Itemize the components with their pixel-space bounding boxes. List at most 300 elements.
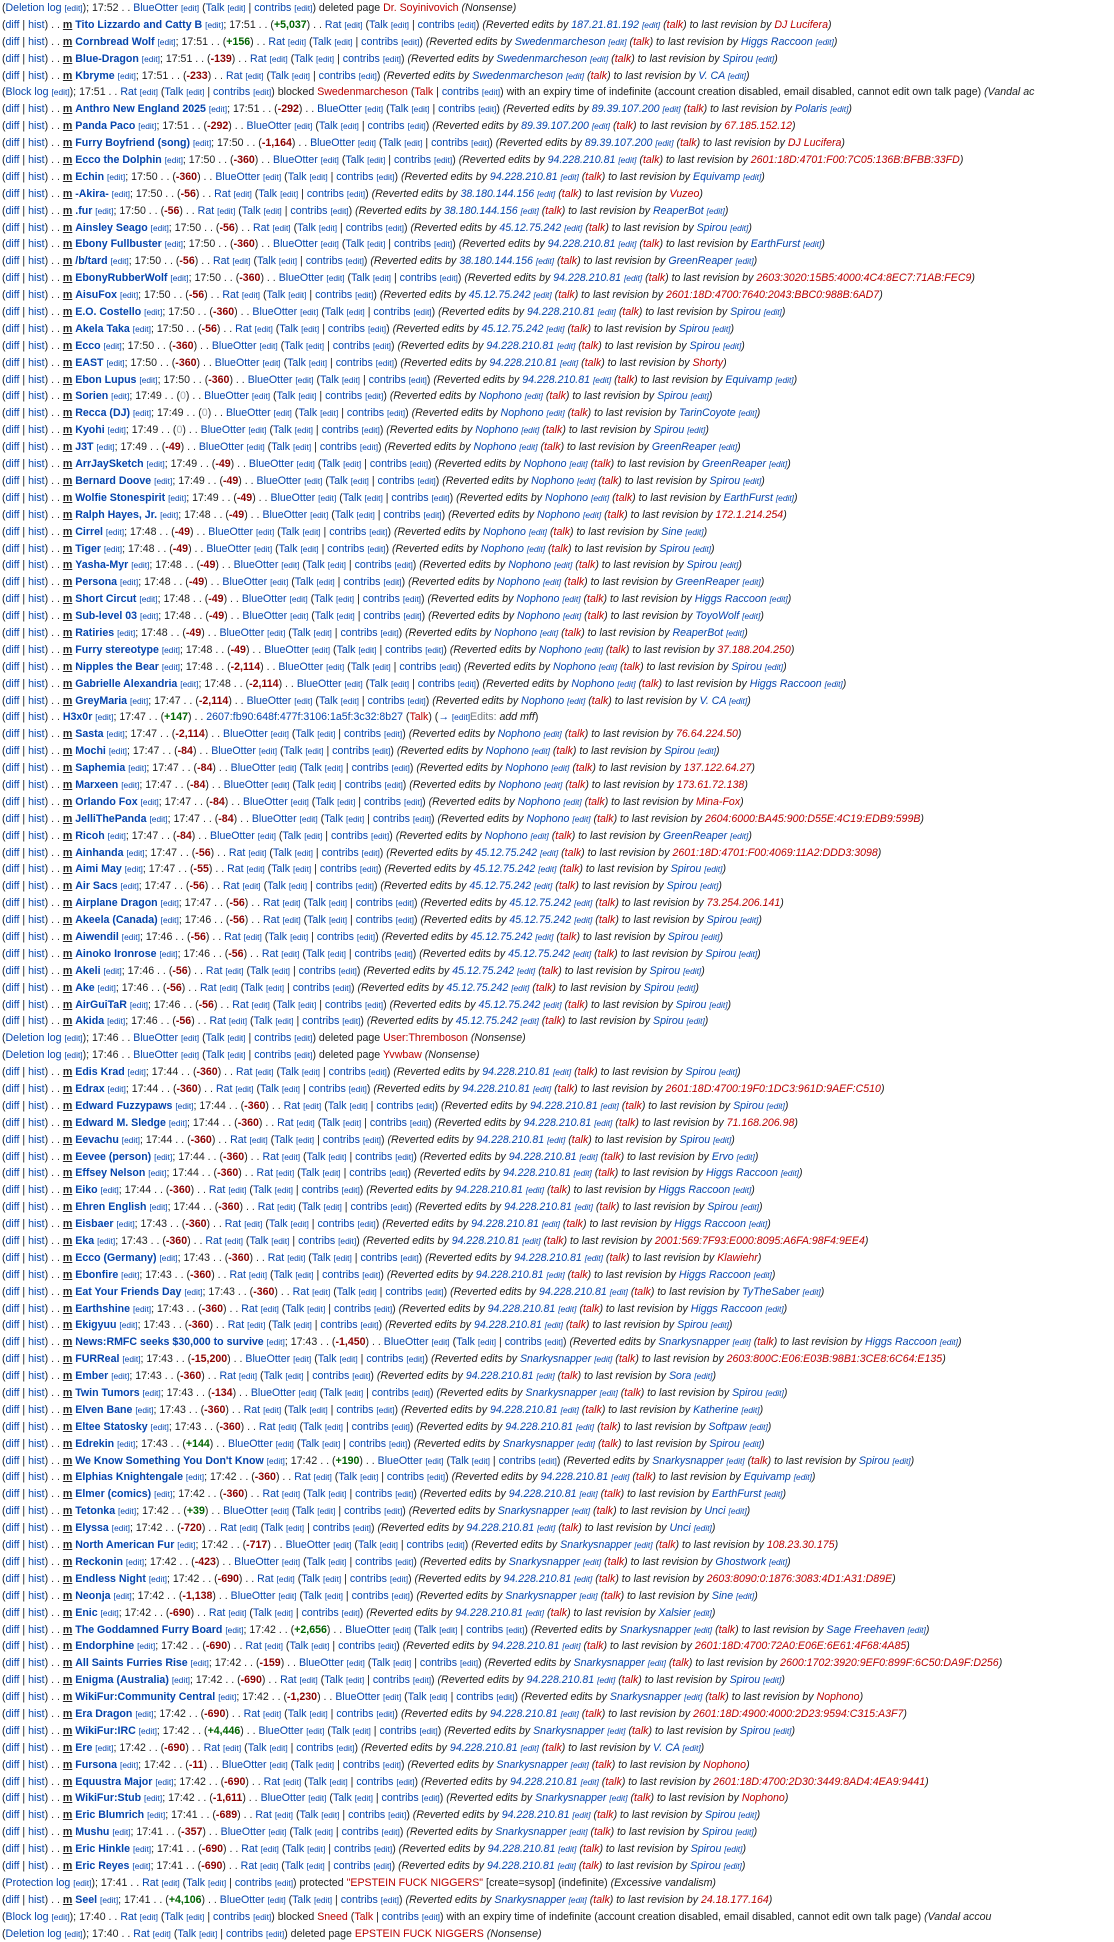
last-revision-user-link[interactable]: TarinCoyote [678, 407, 736, 420]
user-link[interactable]: Rat [222, 289, 239, 302]
hist-link[interactable]: hist [28, 1741, 45, 1754]
reverted-user-link[interactable]: Snarkysnapper [658, 1336, 730, 1349]
diff-link[interactable]: diff [5, 677, 20, 690]
reverted-user-link[interactable]: 94.228.210.81 [489, 356, 558, 369]
edit-link[interactable]: [edit] [97, 1236, 116, 1247]
diff-link[interactable]: diff [5, 154, 20, 167]
edit-link[interactable]: [edit] [361, 847, 380, 858]
edit-link[interactable]: [edit] [600, 1100, 619, 1111]
contribs-link[interactable]: contribs [301, 1606, 339, 1619]
last-revision-user-link[interactable]: Spirou [732, 1387, 763, 1400]
diff-link[interactable]: diff [5, 1775, 20, 1788]
edit-link[interactable]: [edit] [129, 999, 148, 1010]
reverted-user-link[interactable]: 94.228.210.81 [553, 272, 622, 285]
diff-link[interactable]: diff [5, 947, 20, 960]
edit-link[interactable]: [edit] [384, 1506, 403, 1517]
user-link[interactable]: Rat [235, 322, 252, 335]
edit-link[interactable]: [edit] [376, 1404, 395, 1415]
page-link[interactable]: Eric Reyes [75, 1859, 130, 1872]
user-link[interactable]: BlueOtter [245, 1353, 291, 1366]
talk-link[interactable]: talk [635, 1471, 653, 1484]
edit-link[interactable]: [edit] [362, 1269, 381, 1280]
edit-link[interactable]: [edit] [609, 1286, 628, 1297]
page-link[interactable]: The Goddamned Furry Board [75, 1623, 223, 1636]
edit-link[interactable]: [edit] [64, 1033, 83, 1044]
edit-link[interactable]: [edit] [536, 1371, 555, 1382]
page-link[interactable]: Ere [75, 1741, 93, 1754]
user-link[interactable]: BlueOtter [214, 356, 260, 369]
diff-link[interactable]: diff [5, 120, 20, 133]
diff-link[interactable]: diff [5, 238, 20, 251]
reverted-user-link[interactable]: Nophono [484, 829, 528, 842]
contribs-link[interactable]: contribs [466, 1623, 504, 1636]
diff-link[interactable]: diff [5, 390, 20, 403]
talk-link[interactable]: Talk [280, 1066, 299, 1079]
talk-link[interactable]: Talk [305, 559, 325, 572]
edit-link[interactable]: [edit] [392, 1624, 412, 1635]
contribs-link[interactable]: contribs [331, 829, 369, 842]
talk-link[interactable]: talk [571, 407, 588, 420]
talk-link[interactable]: Talk [389, 103, 409, 116]
talk-link[interactable]: talk [597, 812, 614, 825]
edit-link[interactable]: [edit] [330, 205, 349, 216]
last-revision-user-link[interactable]: EarthFurst [750, 238, 801, 251]
edit-link[interactable]: [edit] [579, 1489, 598, 1500]
reverted-user-link[interactable]: 94.228.210.81 [547, 154, 616, 167]
edit-link[interactable]: [edit] [121, 779, 140, 790]
hist-link[interactable]: hist [28, 18, 45, 31]
hist-link[interactable]: hist [28, 1099, 45, 1112]
reverted-user-link[interactable]: Swedenmarcheson [496, 52, 588, 65]
talk-link[interactable]: Talk [271, 1319, 291, 1332]
edit-link[interactable]: [edit] [294, 1033, 313, 1044]
edit-link[interactable]: [edit] [686, 1016, 705, 1027]
hist-link[interactable]: hist [28, 610, 45, 623]
reverted-user-link[interactable]: Nophono [497, 728, 541, 741]
edit-link[interactable]: [edit] [457, 678, 476, 689]
reverted-user-link[interactable]: Nophono [517, 795, 561, 808]
edit-link[interactable]: [edit] [318, 492, 337, 503]
talk-link[interactable]: Talk [345, 238, 365, 251]
edit-link[interactable]: [edit] [618, 239, 637, 250]
reverted-user-link[interactable]: 94.228.210.81 [487, 1302, 556, 1315]
talk-link[interactable]: Talk [342, 491, 362, 504]
talk-link[interactable]: Talk [280, 525, 300, 538]
edit-link[interactable]: [edit] [372, 661, 391, 672]
edit-link[interactable]: [edit] [451, 712, 471, 723]
edit-link[interactable]: [edit] [568, 1894, 587, 1905]
hist-link[interactable]: hist [28, 1353, 45, 1366]
last-revision-user-link[interactable]: V. CA [699, 694, 727, 707]
diff-link[interactable]: diff [5, 1707, 20, 1720]
diff-link[interactable]: diff [5, 1893, 20, 1906]
edit-link[interactable]: [edit] [313, 627, 332, 638]
talk-link[interactable]: talk [581, 339, 599, 352]
last-revision-user-link[interactable]: 2603:8090:0:1876:3083:4D1:A31:D89E [706, 1572, 893, 1585]
edit-link[interactable]: [edit] [719, 442, 738, 453]
talk-link[interactable]: talk [550, 1606, 568, 1619]
edit-link[interactable]: [edit] [577, 475, 596, 486]
diff-link[interactable]: diff [5, 137, 20, 150]
edit-link[interactable]: [edit] [412, 1675, 432, 1686]
reverted-user-link[interactable]: 94.228.210.81 [462, 1083, 531, 1095]
last-revision-user-link[interactable]: Mina-Fox [695, 795, 741, 808]
talk-link[interactable]: talk [568, 728, 585, 741]
last-revision-user-link[interactable]: V. CA [698, 69, 725, 82]
user-link[interactable]: Rat [250, 52, 267, 65]
edit-link[interactable]: [edit] [150, 222, 169, 233]
edit-link[interactable]: [edit] [271, 779, 290, 790]
edit-link[interactable]: [edit] [159, 1252, 178, 1263]
talk-link[interactable]: Talk [357, 1539, 377, 1552]
edit-link[interactable]: [edit] [274, 1185, 293, 1196]
edit-link[interactable]: [edit] [677, 982, 696, 993]
edit-link[interactable]: [edit] [311, 1641, 330, 1652]
user-link[interactable]: BlueOtter [278, 660, 324, 673]
edit-link[interactable]: [edit] [338, 1236, 357, 1247]
edit-link[interactable]: [edit] [692, 543, 712, 554]
log-link[interactable]: Block log [5, 1910, 49, 1923]
diff-link[interactable]: diff [5, 711, 20, 724]
edit-link[interactable]: [edit] [121, 931, 140, 942]
page-link[interactable]: Short Circut [75, 593, 137, 606]
last-revision-user-link[interactable]: Spirou [664, 745, 695, 758]
page-link[interactable]: Mushu [75, 1826, 110, 1839]
hist-link[interactable]: hist [28, 1809, 45, 1822]
page-link[interactable]: ArrJaySketch [75, 458, 144, 471]
page-link[interactable]: Akida [75, 1015, 105, 1028]
hist-link[interactable]: hist [28, 1235, 45, 1248]
edit-link[interactable]: [edit] [395, 915, 414, 926]
edit-link[interactable]: [edit] [274, 1607, 293, 1618]
contribs-link[interactable]: contribs [349, 1167, 387, 1180]
edit-link[interactable]: [edit] [425, 1286, 444, 1297]
edit-link[interactable]: [edit] [269, 1759, 288, 1770]
last-revision-user-link[interactable]: Sine [711, 1589, 734, 1602]
edit-link[interactable]: [edit] [266, 1455, 285, 1466]
reverted-user-link[interactable]: Nophono [537, 508, 581, 521]
diff-link[interactable]: diff [5, 660, 20, 673]
talk-link[interactable]: Talk [369, 677, 389, 690]
edit-link[interactable]: [edit] [892, 1455, 911, 1466]
reverted-user-link[interactable]: Nophono [516, 593, 560, 606]
edit-link[interactable]: [edit] [103, 543, 123, 554]
contribs-link[interactable]: contribs [419, 1657, 457, 1670]
edit-link[interactable]: [edit] [154, 1151, 173, 1162]
edit-link[interactable]: [edit] [647, 1658, 666, 1669]
last-revision-user-link[interactable]: Spirou [685, 1066, 717, 1079]
diff-link[interactable]: diff [5, 458, 20, 471]
talk-link[interactable]: talk [559, 930, 577, 943]
edit-link[interactable]: [edit] [128, 763, 147, 774]
user-link[interactable]: BlueOtter [264, 643, 309, 656]
edit-link[interactable]: [edit] [394, 948, 413, 959]
last-revision-user-link[interactable]: Spirou [653, 424, 685, 437]
edit-link[interactable]: [edit] [402, 594, 421, 605]
edit-link[interactable]: [edit] [276, 1573, 295, 1584]
hist-link[interactable]: hist [28, 1251, 45, 1264]
edit-link[interactable]: [edit] [132, 1303, 152, 1314]
last-revision-user-link[interactable]: 2601:18D:4700:19F0:1DC3:961D:9AEF:C510 [665, 1083, 881, 1095]
user-link[interactable]: Rat [255, 1809, 272, 1822]
edit-link[interactable]: [edit] [608, 36, 627, 47]
last-revision-user-link[interactable]: Spirou [701, 1826, 733, 1839]
reverted-user-link[interactable]: 94.228.210.81 [455, 1606, 523, 1619]
talk-link[interactable]: talk [549, 390, 566, 403]
contribs-link[interactable]: contribs [351, 1420, 389, 1433]
hist-link[interactable]: hist [28, 1201, 45, 1214]
edit-link[interactable]: [edit] [528, 526, 548, 537]
edit-link[interactable]: [edit] [305, 746, 324, 757]
edit-link[interactable]: [edit] [295, 1134, 315, 1145]
talk-link[interactable]: talk [680, 137, 697, 150]
diff-link[interactable]: diff [5, 306, 20, 319]
last-revision-user-link[interactable]: Higgs Raccoon [694, 593, 767, 606]
talk-link[interactable]: Talk [274, 1133, 294, 1146]
edit-link[interactable]: [edit] [168, 1117, 188, 1128]
last-revision-user-link[interactable]: V. CA [653, 1741, 680, 1754]
user-link[interactable]: Rat [133, 1927, 150, 1940]
page-link[interactable]: Ekigyuu [75, 1319, 117, 1332]
edit-link[interactable]: [edit] [401, 36, 420, 47]
edit-link[interactable]: [edit] [562, 594, 581, 605]
edit-link[interactable]: [edit] [532, 1084, 552, 1094]
talk-link[interactable]: talk [557, 1083, 575, 1095]
talk-link[interactable]: Talk [301, 1572, 321, 1585]
edit-link[interactable]: [edit] [535, 931, 554, 942]
reverted-user-link[interactable]: Nophono [508, 559, 552, 572]
user-link[interactable]: BlueOtter [247, 373, 293, 386]
edit-link[interactable]: [edit] [228, 1185, 247, 1196]
edit-link[interactable]: [edit] [364, 104, 384, 115]
edit-link[interactable]: [edit] [756, 53, 775, 64]
edit-link[interactable]: [edit] [471, 1455, 490, 1466]
talk-link[interactable]: Talk [279, 322, 299, 335]
contribs-link[interactable]: contribs [312, 1522, 350, 1535]
edit-link[interactable]: [edit] [277, 1202, 296, 1213]
edit-link[interactable]: [edit] [281, 560, 300, 571]
page-link[interactable]: Akeela (Canada) [75, 914, 158, 927]
page-link[interactable]: Recca (DJ) [75, 407, 131, 420]
edit-link[interactable]: [edit] [693, 1607, 712, 1618]
user-link[interactable]: Rat [294, 1471, 311, 1484]
edit-link[interactable]: [edit] [753, 1269, 772, 1280]
reverted-user-link[interactable]: 94.228.210.81 [486, 339, 555, 352]
edit-link[interactable]: [edit] [574, 1573, 593, 1584]
user-link[interactable]: Rat [205, 964, 223, 977]
edit-link[interactable]: [edit] [290, 931, 309, 942]
last-revision-user-link[interactable]: Equivamp [725, 373, 773, 386]
contribs-link[interactable]: contribs [328, 1066, 366, 1079]
talk-link[interactable]: Talk [268, 1218, 288, 1231]
reverted-user-link[interactable]: Snarkysnapper [573, 1657, 645, 1670]
user-link[interactable]: Rat [241, 1843, 258, 1856]
talk-link[interactable]: Talk [338, 1471, 358, 1484]
user-link[interactable]: Rat [197, 204, 215, 217]
edit-link[interactable]: [edit] [157, 36, 176, 47]
diff-link[interactable]: diff [5, 1741, 20, 1754]
diff-link[interactable]: diff [5, 1403, 20, 1416]
edit-link[interactable]: [edit] [769, 459, 788, 470]
edit-link[interactable]: [edit] [290, 611, 309, 622]
talk-link[interactable]: Talk [164, 1910, 184, 1923]
edit-link[interactable]: [edit] [682, 1742, 701, 1753]
reverted-user-link[interactable]: 94.228.210.81 [505, 1420, 574, 1433]
diff-link[interactable]: diff [5, 1353, 20, 1366]
edit-link[interactable]: [edit] [254, 323, 273, 334]
diff-link[interactable]: diff [5, 1150, 20, 1163]
talk-link[interactable]: talk [587, 593, 604, 606]
edit-link[interactable]: [edit] [617, 678, 636, 689]
edit-link[interactable]: [edit] [391, 1421, 410, 1432]
edit-link[interactable]: [edit] [592, 374, 612, 385]
edit-link[interactable]: [edit] [296, 459, 315, 470]
edit-link[interactable]: [edit] [830, 104, 849, 115]
edit-link[interactable]: [edit] [298, 1388, 317, 1399]
reverted-user-link[interactable]: 94.228.210.81 [489, 1403, 558, 1416]
edit-link[interactable]: [edit] [381, 1827, 400, 1838]
contribs-link[interactable]: contribs [399, 660, 437, 673]
last-revision-user-link[interactable]: GreenReaper [651, 441, 717, 454]
edit-link[interactable]: [edit] [591, 492, 610, 503]
contribs-link[interactable]: contribs [324, 998, 363, 1011]
talk-link[interactable]: Talk [336, 1285, 356, 1298]
edit-link[interactable]: [edit] [373, 1860, 392, 1871]
edit-link[interactable]: [edit] [584, 1252, 603, 1263]
talk-link[interactable]: Talk [267, 880, 286, 893]
talk-link[interactable]: talk [757, 1336, 774, 1349]
hist-link[interactable]: hist [28, 930, 45, 943]
last-revision-user-link[interactable]: 37.188.204.250 [717, 643, 791, 656]
edit-link[interactable]: [edit] [471, 138, 490, 149]
page-link[interactable]: Ecco the Dolphin [75, 154, 162, 167]
hist-link[interactable]: hist [28, 1167, 45, 1180]
edit-link[interactable]: [edit] [368, 1067, 387, 1078]
talk-link[interactable]: Talk [350, 660, 370, 673]
user-link[interactable]: Rat [235, 1066, 253, 1079]
diff-link[interactable]: diff [5, 643, 20, 656]
edit-link[interactable]: [edit] [266, 1337, 285, 1348]
reverted-user-link[interactable]: 94.228.210.81 [501, 1809, 570, 1822]
edit-link[interactable]: [edit] [168, 492, 187, 503]
edit-link[interactable]: [edit] [378, 1641, 397, 1652]
edit-link[interactable]: [edit] [579, 1151, 598, 1162]
last-revision-user-link[interactable]: Nophono [741, 1792, 785, 1805]
talk-link[interactable]: talk [556, 745, 573, 758]
edit-link[interactable]: [edit] [313, 1894, 333, 1905]
edit-link[interactable]: [edit] [278, 1421, 297, 1432]
edit-link[interactable]: [edit] [554, 560, 573, 571]
edit-link[interactable]: [edit] [350, 475, 369, 486]
talk-link[interactable]: Talk [258, 187, 278, 200]
contribs-link[interactable]: contribs [344, 1505, 382, 1518]
hist-link[interactable]: hist [28, 711, 45, 724]
edit-link[interactable]: [edit] [526, 543, 546, 554]
edit-link[interactable]: [edit] [141, 53, 160, 64]
last-revision-user-link[interactable]: GreenReaper [701, 458, 767, 471]
reverted-user-link[interactable]: Snarkysnapper [533, 1724, 605, 1737]
user-link[interactable]: BlueOtter [210, 829, 255, 842]
edit-link[interactable]: [edit] [117, 627, 136, 638]
page-link[interactable]: Air Sacs [75, 880, 118, 893]
edit-link[interactable]: [edit] [100, 1607, 119, 1618]
edit-link[interactable]: [edit] [421, 1911, 441, 1922]
user-link[interactable]: Rat [220, 1522, 237, 1535]
last-revision-user-link[interactable]: Unci [669, 1522, 691, 1535]
reverted-user-link[interactable]: 94.228.210.81 [466, 1522, 535, 1535]
contribs-link[interactable]: contribs [350, 1201, 388, 1214]
edit-link[interactable]: [edit] [793, 1472, 812, 1483]
edit-link[interactable]: [edit] [346, 307, 365, 318]
talk-link[interactable]: talk [584, 356, 602, 369]
reverted-user-link[interactable]: 94.228.210.81 [489, 1707, 558, 1720]
contribs-link[interactable]: contribs [306, 187, 344, 200]
last-revision-user-link[interactable]: Equivamp [693, 170, 741, 183]
user-link[interactable]: BlueOtter [225, 407, 271, 420]
edit-link[interactable]: [edit] [552, 1067, 572, 1078]
contribs-link[interactable]: contribs [338, 1640, 376, 1653]
diff-link[interactable]: diff [5, 69, 20, 82]
last-revision-user-link[interactable]: Spirou [657, 390, 688, 403]
edit-link[interactable]: [edit] [266, 1928, 285, 1939]
edit-link[interactable]: [edit] [569, 459, 588, 470]
edit-link[interactable]: [edit] [729, 695, 748, 706]
user-link[interactable]: Rat [241, 1302, 258, 1315]
edit-link[interactable]: [edit] [298, 999, 317, 1010]
talk-link[interactable]: Talk [324, 306, 344, 319]
page-link[interactable]: Tito Lizzardo and Catty B [75, 18, 203, 31]
talk-link[interactable]: talk [566, 1218, 583, 1231]
last-revision-user-link[interactable]: Spirou [705, 947, 737, 960]
contribs-link[interactable]: contribs [372, 812, 410, 825]
edit-link[interactable]: [edit] [307, 1303, 326, 1314]
hist-link[interactable]: hist [28, 1539, 45, 1552]
edit-link[interactable]: [edit] [340, 695, 359, 706]
talk-link[interactable]: talk [569, 1319, 586, 1332]
user-link[interactable]: Rat [225, 69, 243, 82]
edit-link[interactable]: [edit] [233, 188, 252, 199]
reverted-user-link[interactable]: 94.228.210.81 [508, 1150, 577, 1163]
edit-link[interactable]: [edit] [749, 1219, 768, 1230]
contribs-link[interactable]: contribs [329, 525, 367, 538]
reverted-user-link[interactable]: 94.228.210.81 [455, 1184, 523, 1197]
edit-link[interactable]: [edit] [275, 1438, 294, 1449]
edit-link[interactable]: [edit] [372, 273, 392, 284]
log-link[interactable]: Deletion log [5, 1049, 62, 1062]
talk-link[interactable]: Talk [272, 424, 292, 437]
edit-link[interactable]: [edit] [317, 1506, 336, 1517]
talk-link[interactable]: Talk [205, 1049, 225, 1062]
talk-link[interactable]: Talk [318, 694, 338, 707]
edit-link[interactable]: [edit] [579, 1590, 598, 1601]
page-link[interactable]: Elven Bane [75, 1403, 133, 1416]
hist-link[interactable]: hist [28, 120, 45, 133]
edit-link[interactable]: [edit] [132, 323, 151, 334]
talk-link[interactable]: Talk [294, 52, 313, 65]
talk-link[interactable]: talk [585, 170, 602, 183]
edit-link[interactable]: [edit] [570, 1759, 589, 1770]
edit-link[interactable]: [edit] [125, 1556, 145, 1567]
user-link[interactable]: BlueOtter [133, 2, 179, 14]
diff-link[interactable]: diff [5, 1505, 20, 1518]
edit-link[interactable]: [edit] [64, 1050, 83, 1061]
edit-link[interactable]: [edit] [208, 1877, 227, 1888]
edit-link[interactable]: [edit] [563, 796, 582, 807]
hist-link[interactable]: hist [28, 1420, 45, 1433]
contribs-link[interactable]: contribs [335, 356, 373, 369]
last-revision-user-link[interactable]: Spirou [704, 1809, 736, 1822]
page-link[interactable]: Enic [75, 1606, 98, 1619]
